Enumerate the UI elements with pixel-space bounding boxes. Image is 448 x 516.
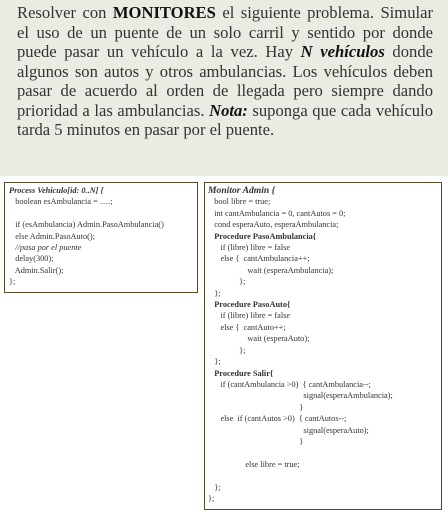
code-line: [9, 208, 197, 219]
code-line: else libre = true;: [208, 459, 300, 469]
code-line: }: [208, 436, 304, 446]
code-line: if (libre) libre = false: [208, 311, 291, 321]
code-line: if (libre) libre = false: [208, 243, 291, 253]
code-line: boolean esAmbulancia = ….;: [9, 197, 113, 207]
code-comment: //pasa por el puente: [9, 243, 82, 253]
code-line: };: [208, 357, 221, 367]
code-line: };: [208, 277, 246, 287]
keyword-monitores: MONITORES: [112, 3, 216, 22]
procedure-paso-ambulancia: Procedure PasoAmbulancia{: [208, 231, 317, 241]
problem-text-part: el siguiente problema. Simular el uso de un puente de un solo carril y sentido por donde puede pasar un vehículo a la vez. Hay: [17, 3, 433, 61]
problem-text: [17, 3, 433, 140]
code-line: bool libre = true;: [208, 197, 271, 207]
code-line: else if (cantAutos >0) { cantAutos--;: [208, 414, 347, 424]
problem-text-part: suponga que cada vehículo tarda 5 minutos en pasar por el puente.: [17, 100, 433, 139]
code-line: wait (esperaAuto);: [208, 334, 310, 344]
monitor-code: [208, 185, 441, 504]
code-line: };: [9, 277, 16, 287]
process-code: [9, 185, 197, 288]
procedure-paso-auto: Procedure PasoAuto{: [208, 300, 291, 310]
problem-statement: [0, 0, 448, 176]
code-line: signal(esperaAmbulancia);: [208, 391, 393, 401]
code-line: };: [208, 288, 221, 298]
problem-text-part: Resolver con: [17, 3, 113, 22]
monitor-code-box: [204, 182, 442, 510]
process-code-box: [4, 182, 198, 293]
process-header: Process Vehiculo[id: 0..N] {: [9, 186, 104, 195]
problem-text-part: donde algunos son autos y otros ambulancias. Los vehículos deben pasar de acuerdo al orden de llegada pero siempre dando prioridad a las ambulancias.: [17, 42, 433, 120]
code-line: else { cantAmbulancia++;: [208, 254, 310, 264]
code-line: int cantAmbulancia = 0, cantAutos = 0;: [208, 208, 346, 218]
code-line: };: [208, 493, 215, 503]
code-line: };: [208, 345, 246, 355]
keyword-n-vehiculos: N vehículos: [300, 42, 385, 61]
procedure-salir: Procedure Salir{: [208, 368, 274, 378]
code-line: if (cantAmbulancia >0) { cantAmbulancia--;: [208, 379, 371, 389]
code-line: Admin.Salir();: [9, 265, 64, 275]
code-line: }: [208, 402, 304, 412]
keyword-nota: Nota:: [209, 100, 248, 120]
code-line: else { cantAuto++;: [208, 322, 286, 332]
code-line: };: [208, 482, 221, 492]
code-line: else Admin.PasoAuto();: [9, 231, 95, 241]
code-line: cond esperaAuto, esperaAmbulancia;: [208, 220, 339, 230]
monitor-header: Monitor Admin {: [208, 185, 275, 196]
code-line: [208, 470, 441, 481]
code-line: wait (esperaAmbulancia);: [208, 265, 334, 275]
code-line: delay(300);: [9, 254, 54, 264]
code-line: if (esAmbulancia) Admin.PasoAmbulancia(): [9, 220, 164, 230]
code-line: [208, 447, 441, 458]
code-line: signal(esperaAuto);: [208, 425, 369, 435]
